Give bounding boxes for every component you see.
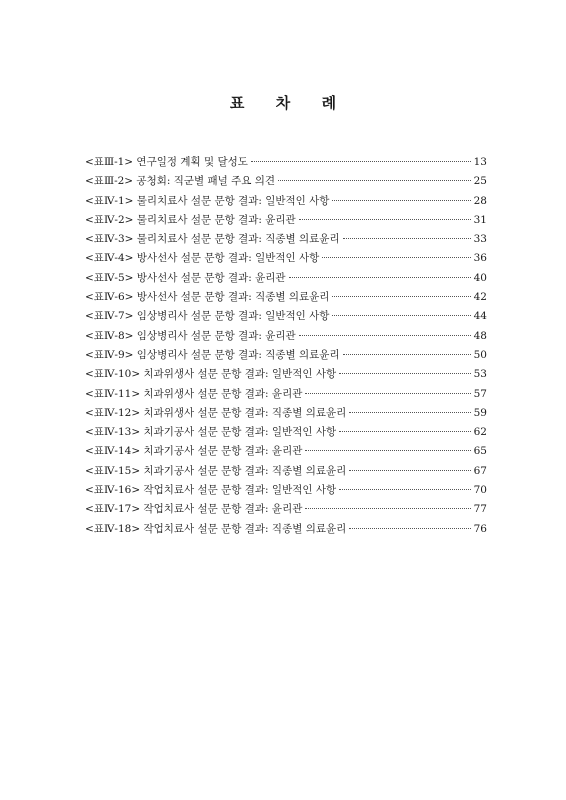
dot-leader [299, 219, 471, 220]
dot-leader [332, 200, 470, 201]
toc-entry[interactable] [85, 269, 487, 288]
dot-leader [322, 257, 470, 258]
toc-entry-page: 57 [473, 387, 487, 400]
toc-entry-page: 28 [473, 194, 487, 207]
toc-entry-page: 42 [473, 291, 487, 304]
toc-entry-page: 13 [473, 156, 487, 168]
dot-leader [305, 393, 470, 394]
toc-entry-label: <표Ⅳ-4> 방사선사 설문 문항 결과: 일반적인 사항 [85, 252, 320, 265]
toc-entry-page: 62 [473, 426, 487, 439]
dot-leader [339, 431, 470, 432]
toc-entry-page: 25 [473, 175, 487, 188]
toc-entry-label: <표Ⅳ-10> 치과위생사 설문 문항 결과: 일반적인 사항 [85, 368, 337, 381]
toc-entry-label: <표Ⅳ-12> 치과위생사 설문 문항 결과: 직종별 의료윤리 [85, 406, 347, 419]
toc-entry-page: 67 [473, 464, 487, 477]
toc-entry[interactable] [85, 327, 487, 346]
toc-entry[interactable] [85, 288, 487, 307]
toc-entry[interactable] [85, 153, 487, 172]
dot-leader [305, 450, 470, 451]
toc-entry-label: <표Ⅳ-8> 임상병리사 설문 문항 결과: 윤리관 [85, 329, 296, 342]
toc-entry-page: 65 [473, 445, 487, 458]
toc-entry-label: <표Ⅳ-7> 임상병리사 설문 문항 결과: 일반적인 사항 [85, 310, 330, 323]
toc-entry[interactable] [85, 346, 487, 365]
toc-entry-label: <표Ⅳ-16> 작업치료사 설문 문항 결과: 일반적인 사항 [85, 484, 337, 497]
dot-leader [349, 528, 470, 529]
toc-entry-page: 77 [473, 503, 487, 516]
toc-entry[interactable] [85, 172, 487, 191]
toc-entry[interactable] [85, 230, 487, 249]
toc-entry-label: <표Ⅳ-11> 치과위생사 설문 문항 결과: 윤리관 [85, 387, 303, 400]
toc-entry-label: <표Ⅳ-2> 물리치료사 설문 문항 결과: 윤리관 [85, 213, 296, 226]
toc-entry[interactable] [85, 500, 487, 519]
dot-leader [339, 489, 470, 490]
dot-leader [343, 238, 471, 239]
toc-entry-page: 59 [473, 406, 487, 419]
toc-entry[interactable] [85, 520, 487, 539]
toc-entry-page: 76 [473, 522, 487, 535]
dot-leader [299, 335, 471, 336]
toc-entry-page: 33 [473, 233, 487, 246]
toc-entry-label: <표Ⅳ-13> 치과기공사 설문 문항 결과: 일반적인 사항 [85, 426, 337, 439]
toc-entry-label: <표Ⅳ-9> 임상병리사 설문 문항 결과: 직종별 의료윤리 [85, 348, 340, 361]
toc-entry[interactable] [85, 481, 487, 500]
dot-leader [349, 470, 470, 471]
toc-entry[interactable] [85, 404, 487, 423]
toc-entry-label: <표Ⅳ-14> 치과기공사 설문 문항 결과: 윤리관 [85, 445, 303, 458]
toc-entry[interactable] [85, 385, 487, 404]
toc-entry-page: 70 [473, 484, 487, 497]
toc-entry-label: <표Ⅳ-5> 방사선사 설문 문항 결과: 윤리관 [85, 271, 286, 284]
table-of-tables [85, 153, 487, 539]
toc-entry-label: <표Ⅳ-15> 치과기공사 설문 문항 결과: 직종별 의료윤리 [85, 464, 347, 477]
toc-entry[interactable] [85, 307, 487, 326]
toc-entry[interactable] [85, 192, 487, 211]
toc-entry-label: <표Ⅳ-17> 작업치료사 설문 문항 결과: 윤리관 [85, 503, 303, 516]
toc-entry-page: 40 [473, 271, 487, 284]
dot-leader [332, 296, 470, 297]
toc-entry-page: 48 [473, 329, 487, 342]
toc-entry-label: <표Ⅳ-3> 물리치료사 설문 문항 결과: 직종별 의료윤리 [85, 233, 340, 246]
dot-leader [332, 315, 470, 316]
toc-entry[interactable] [85, 249, 487, 268]
toc-entry-page: 44 [473, 310, 487, 323]
dot-leader [251, 161, 471, 162]
dot-leader [278, 180, 471, 181]
toc-entry[interactable] [85, 211, 487, 230]
dot-leader [305, 508, 470, 509]
dot-leader [349, 412, 470, 413]
toc-entry-page: 36 [473, 252, 487, 265]
toc-entry-label: <표Ⅲ-2> 공청회: 직군별 패널 주요 의견 [85, 175, 276, 188]
toc-entry-page: 31 [473, 213, 487, 226]
toc-entry-label: <표Ⅳ-1> 물리치료사 설문 문항 결과: 일반적인 사항 [85, 194, 330, 207]
toc-entry[interactable] [85, 365, 487, 384]
page-title: 표 차 례 [229, 94, 337, 112]
toc-entry[interactable] [85, 442, 487, 461]
toc-entry-label: <표Ⅳ-18> 작업치료사 설문 문항 결과: 직종별 의료윤리 [85, 522, 347, 535]
dot-leader [289, 277, 471, 278]
toc-entry-page: 53 [473, 368, 487, 381]
dot-leader [339, 373, 470, 374]
toc-entry[interactable] [85, 462, 487, 481]
dot-leader [343, 354, 471, 355]
toc-entry-page: 50 [473, 348, 487, 361]
toc-entry[interactable] [85, 423, 487, 442]
toc-entry-label: <표Ⅲ-1> 연구일정 계획 및 달성도 [85, 156, 248, 168]
toc-entry-label: <표Ⅳ-6> 방사선사 설문 문항 결과: 직종별 의료윤리 [85, 291, 330, 304]
